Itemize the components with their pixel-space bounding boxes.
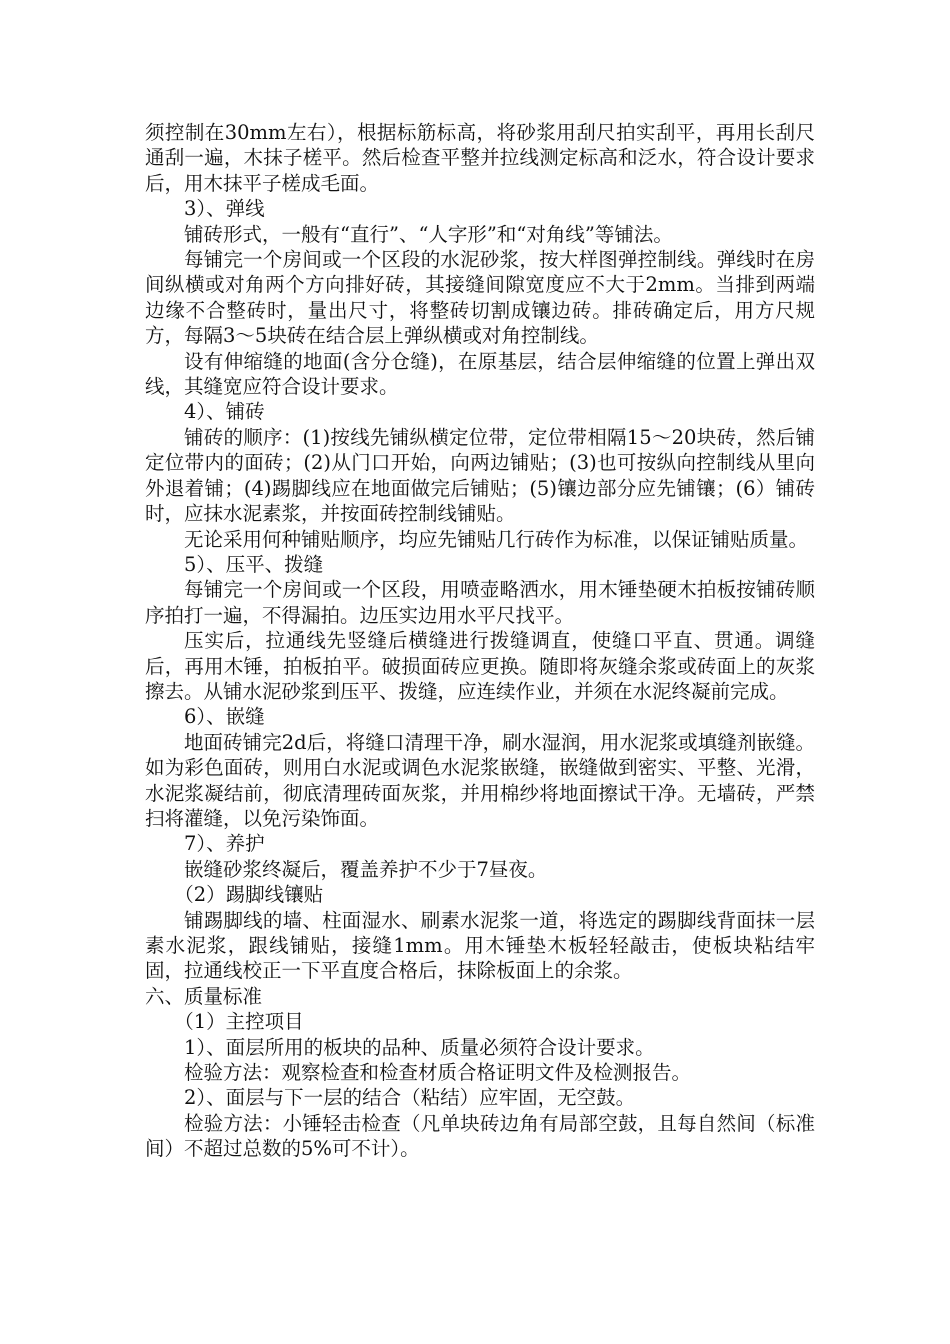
subsection-heading: （2）踢脚线镶贴: [174, 883, 324, 907]
chapter-heading: 六、质量标准: [145, 984, 263, 1008]
section-heading: 3）、弹线: [184, 197, 265, 221]
paragraph: 铺砖的顺序：(1)按线先铺纵横定位带，定位带相隔15～20块砖，然后铺定位带内的面砖；(2)从门口开始，向两边铺贴；(3)也可按纵向控制线从里向外退着铺；(4)踢脚线应在地面做完后铺贴；(5)镶边部分应先铺镶；(6）铺砖时，应抹水泥素浆，并按面砖控制线铺贴。: [145, 425, 815, 526]
subsection-heading: （1）主控项目: [174, 1010, 304, 1034]
section-heading: 5）、压平、拨缝: [184, 552, 324, 576]
section-heading: 7）、养护: [184, 832, 265, 856]
paragraph: 2）、面层与下一层的结合（粘结）应牢固，无空鼓。: [184, 1086, 636, 1110]
document-body: [145, 120, 815, 1162]
paragraph: 设有伸缩缝的地面(含分仓缝)，在原基层，结合层伸缩缝的位置上弹出双线，其缝宽应符合设计要求。: [145, 349, 815, 399]
paragraph: 检验方法：小锤轻击检查（凡单块砖边角有局部空鼓，且每自然间（标准间）不超过总数的5%可不计）。: [145, 1111, 815, 1161]
paragraph: 检验方法：观察检查和检查材质合格证明文件及检测报告。: [184, 1061, 692, 1085]
paragraph: 地面砖铺完2d后，将缝口清理干净，刷水湿润，用水泥浆或填缝剂嵌缝。如为彩色面砖，则用白水泥或调色水泥浆嵌缝，嵌缝做到密实、平整、光滑，水泥浆凝结前，彻底清理砖面灰浆，并用棉纱将地面擦试干净。无墙砖，严禁扫将灌缝，以免污染饰面。: [145, 730, 815, 830]
paragraph: 1）、面层所用的板块的品种、质量必须符合设计要求。: [184, 1035, 655, 1059]
section-heading: 6）、嵌缝: [184, 705, 265, 729]
paragraph: 嵌缝砂浆终凝后，覆盖养护不少于7昼夜。: [184, 857, 548, 881]
section-heading: 4）、铺砖: [184, 400, 265, 424]
paragraph: 铺砖形式，一般有“直行”、“人字形”和“对角线”等铺法。: [184, 222, 673, 246]
paragraph: 压实后，拉通线先竖缝后横缝进行拨缝调直，使缝口平直、贯通。调缝后，再用木锤，拍板拍平。破损面砖应更换。随即将灰缝余浆或砖面上的灰浆擦去。从铺水泥砂浆到压平、拨缝，应连续作业，并须在水泥终凝前完成。: [145, 629, 815, 703]
paragraph: 每铺完一个房间或一个区段，用喷壶略洒水，用木锤垫硬木拍板按铺砖顺序拍打一遍，不得漏拍。边压实边用水平尺找平。: [145, 578, 815, 627]
paragraph: 无论采用何种铺贴顺序，均应先铺贴几行砖作为标准，以保证铺贴质量。: [184, 527, 809, 551]
paragraph: 铺踢脚线的墙、柱面湿水、刷素水泥浆一道，将选定的踢脚线背面抹一层素水泥浆，跟线铺贴，接缝1mm。用木锤垫木板轻轻敲击，使板块粘结牢固，拉通线校正一下平直度合格后，抹除板面上的余浆。: [145, 908, 815, 983]
paragraph: 须控制在30mm左右），根据标筋标高，将砂浆用刮尺拍实刮平，再用长刮尺通刮一遍，木抹子槎平。然后检查平整并拉线测定标高和泛水，符合设计要求后，用木抹平子槎成毛面。: [145, 121, 815, 195]
paragraph: 每铺完一个房间或一个区段的水泥砂浆，按大样图弹控制线。弹线时在房间纵横或对角两个方向排好砖，其接缝间隙宽度应不大于2mm。当排到两端边缘不合整砖时，量出尺寸，将整砖切割成镶边砖。排砖确定后，用方尺规方，每隔3～5块砖在结合层上弹纵横或对角控制线。: [145, 248, 815, 348]
